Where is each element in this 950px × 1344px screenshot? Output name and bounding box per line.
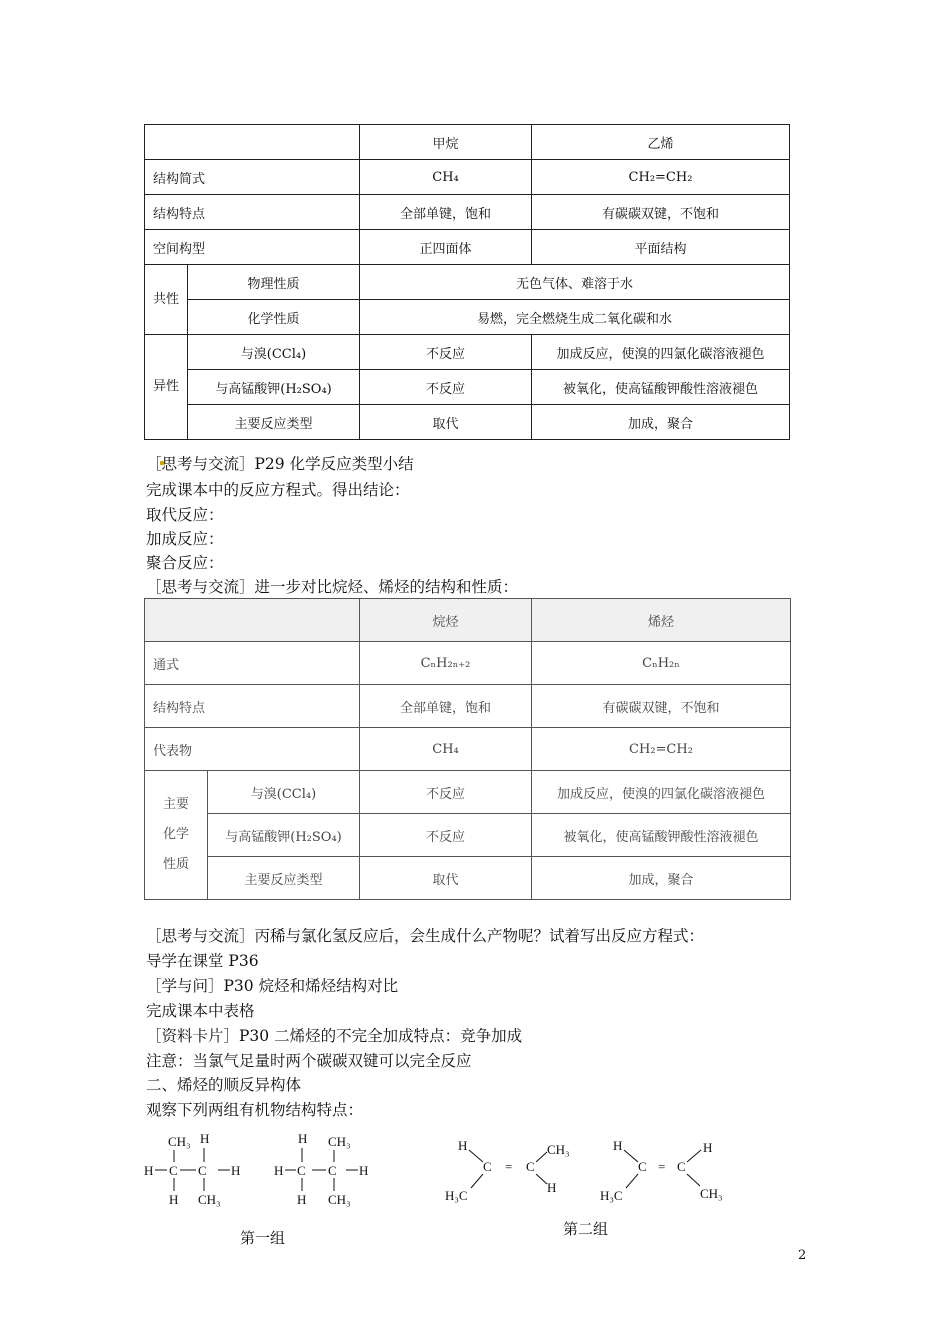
text-line: ［思考与交流］丙稀与氯化氢反应后，会生成什么产物呢？试着写出反应方程式： [146, 927, 705, 945]
row-label: 与溴(CCl₄) [208, 771, 360, 814]
atom-label: CH₃ [547, 1142, 570, 1157]
table-cell: 易燃，完全燃烧生成二氧化碳和水 [360, 300, 790, 335]
row-label: 通式 [145, 642, 360, 685]
table-cell: 加成反应，使溴的四氯化碳溶液褪色 [532, 335, 790, 370]
table-row [145, 599, 791, 642]
atom-label: C [169, 1163, 178, 1178]
page-number: 2 [798, 1248, 807, 1263]
atom-label: C [677, 1159, 686, 1174]
table-row [145, 335, 790, 370]
text-line: 注意：当氯气足量时两个碳碳双键可以完全反应 [146, 1052, 472, 1070]
table-row [145, 160, 790, 195]
atom-label: CH₃ [328, 1134, 351, 1149]
table-cell: 加成，聚合 [532, 857, 791, 900]
table-cell: 不反应 [360, 370, 532, 405]
atom-label: H [144, 1163, 154, 1178]
row-label: 化学性质 [188, 300, 360, 335]
table-row [145, 300, 790, 335]
row-label: 结构特点 [145, 685, 360, 728]
atom-label: H [458, 1138, 468, 1153]
atom-label: H [703, 1140, 713, 1155]
row-label: 结构特点 [145, 195, 360, 230]
table-cell: 平面结构 [532, 230, 790, 265]
table-row [145, 857, 791, 900]
atom-label: H [200, 1131, 210, 1146]
atom-label: H [169, 1192, 179, 1207]
table-cell: 不反应 [360, 771, 532, 814]
table-cell: 不反应 [360, 814, 532, 857]
table-cell: CₙH₂ₙ [532, 642, 791, 685]
atom-label: H [298, 1131, 308, 1146]
atom-label: H [613, 1138, 623, 1153]
group2-caption: 第二组 [563, 1220, 609, 1238]
table-row [145, 265, 790, 300]
table-cell: 全部单键，饱和 [360, 195, 532, 230]
table-cell: 取代 [360, 857, 532, 900]
table-cell: 无色气体、难溶于水 [360, 265, 790, 300]
table-row [145, 370, 790, 405]
atom-label: CH₃ [700, 1186, 723, 1201]
atom-label: C [328, 1163, 337, 1178]
row-label: 与高锰酸钾(H₂SO₄) [188, 370, 360, 405]
row-label: 与高锰酸钾(H₂SO₄) [208, 814, 360, 857]
table-cell: 有碳碳双键，不饱和 [532, 195, 790, 230]
structure-group2-a [443, 1134, 583, 1206]
table-row [145, 125, 790, 160]
atom-label: H [297, 1192, 307, 1207]
table-cell: CₙH₂ₙ₊₂ [360, 642, 532, 685]
table-row [145, 195, 790, 230]
text-line: ［资料卡片］P30 二烯烃的不完全加成特点：竞争加成 [146, 1027, 523, 1045]
table-corner-cell [145, 125, 360, 160]
text-line: ［学与问］P30 烷烃和烯烃结构对比 [146, 977, 399, 995]
group1-caption: 第一组 [240, 1229, 286, 1247]
table-cell: 加成反应，使溴的四氯化碳溶液褪色 [532, 771, 791, 814]
group-label-chem: 主要化学性质 [145, 771, 208, 900]
table-row [145, 771, 791, 814]
atom-label: H [359, 1163, 369, 1178]
atom-label: H₃C [445, 1188, 468, 1203]
table-cell: CH₄ [360, 160, 532, 195]
table-cell: 被氧化，使高锰酸钾酸性溶液褪色 [532, 814, 791, 857]
column-header: 烷烃 [360, 599, 532, 642]
table-corner-cell [145, 599, 360, 642]
table-cell: 正四面体 [360, 230, 532, 265]
table-cell: 不反应 [360, 335, 532, 370]
column-header: 乙烯 [532, 125, 790, 160]
atom-label: C [526, 1159, 535, 1174]
atom-label: CH₃ [328, 1192, 351, 1207]
column-header: 烯烃 [532, 599, 791, 642]
atom-label: C [198, 1163, 207, 1178]
table-row [145, 405, 790, 440]
row-label: 与溴(CCl₄) [188, 335, 360, 370]
atom-label: CH₃ [168, 1134, 191, 1149]
text-line: 取代反应： [146, 506, 224, 524]
atom-label: H [231, 1163, 241, 1178]
table-cell: 全部单键，饱和 [360, 685, 532, 728]
table-cell: 加成，聚合 [532, 405, 790, 440]
atom-label: CH₃ [198, 1192, 221, 1207]
structure-group2-b [598, 1134, 738, 1206]
atom-label: H₃C [600, 1188, 623, 1203]
text-line: 加成反应： [146, 530, 224, 548]
atom-label: = [658, 1159, 666, 1174]
table-row [145, 728, 791, 771]
atom-label: H [547, 1180, 557, 1195]
methane-ethylene-table [144, 124, 790, 440]
text-line: 完成课本中表格 [146, 1002, 255, 1020]
row-label: 空间构型 [145, 230, 360, 265]
table-cell: 有碳碳双键，不饱和 [532, 685, 791, 728]
text-line: ［思考与交流］P29 化学反应类型小结 [146, 455, 414, 473]
row-label: 物理性质 [188, 265, 360, 300]
column-header: 甲烷 [360, 125, 532, 160]
table-cell: CH₂=CH₂ [532, 160, 790, 195]
text-line: 完成课本中的反应方程式。得出结论： [146, 481, 410, 499]
row-label: 主要反应类型 [188, 405, 360, 440]
text-line: 观察下列两组有机物结构特点： [146, 1101, 364, 1119]
table-cell: 取代 [360, 405, 532, 440]
atom-label: H [274, 1163, 284, 1178]
group-label-common: 共性 [145, 265, 188, 335]
table-cell: CH₄ [360, 728, 532, 771]
text-line: ［思考与交流］进一步对比烷烃、烯烃的结构和性质： [146, 578, 519, 596]
group-label-diff: 异性 [145, 335, 188, 440]
table-row [145, 230, 790, 265]
text-line: 聚合反应： [146, 554, 224, 572]
structure-group1-b [270, 1128, 380, 1210]
table-cell: 被氧化，使高锰酸钾酸性溶液褪色 [532, 370, 790, 405]
atom-label: = [505, 1159, 513, 1174]
table-cell: CH₂=CH₂ [532, 728, 791, 771]
alkane-alkene-table [144, 598, 791, 900]
table-row [145, 685, 791, 728]
row-label: 代表物 [145, 728, 360, 771]
text-line: 二、烯烃的顺反异构体 [146, 1076, 302, 1094]
atom-label: C [483, 1159, 492, 1174]
table-row [145, 642, 791, 685]
structure-group1-a [140, 1128, 250, 1210]
table-row [145, 814, 791, 857]
row-label: 结构简式 [145, 160, 360, 195]
row-label: 主要反应类型 [208, 857, 360, 900]
text-line: 导学在课堂 P36 [146, 952, 259, 970]
atom-label: C [297, 1163, 306, 1178]
atom-label: C [638, 1159, 647, 1174]
